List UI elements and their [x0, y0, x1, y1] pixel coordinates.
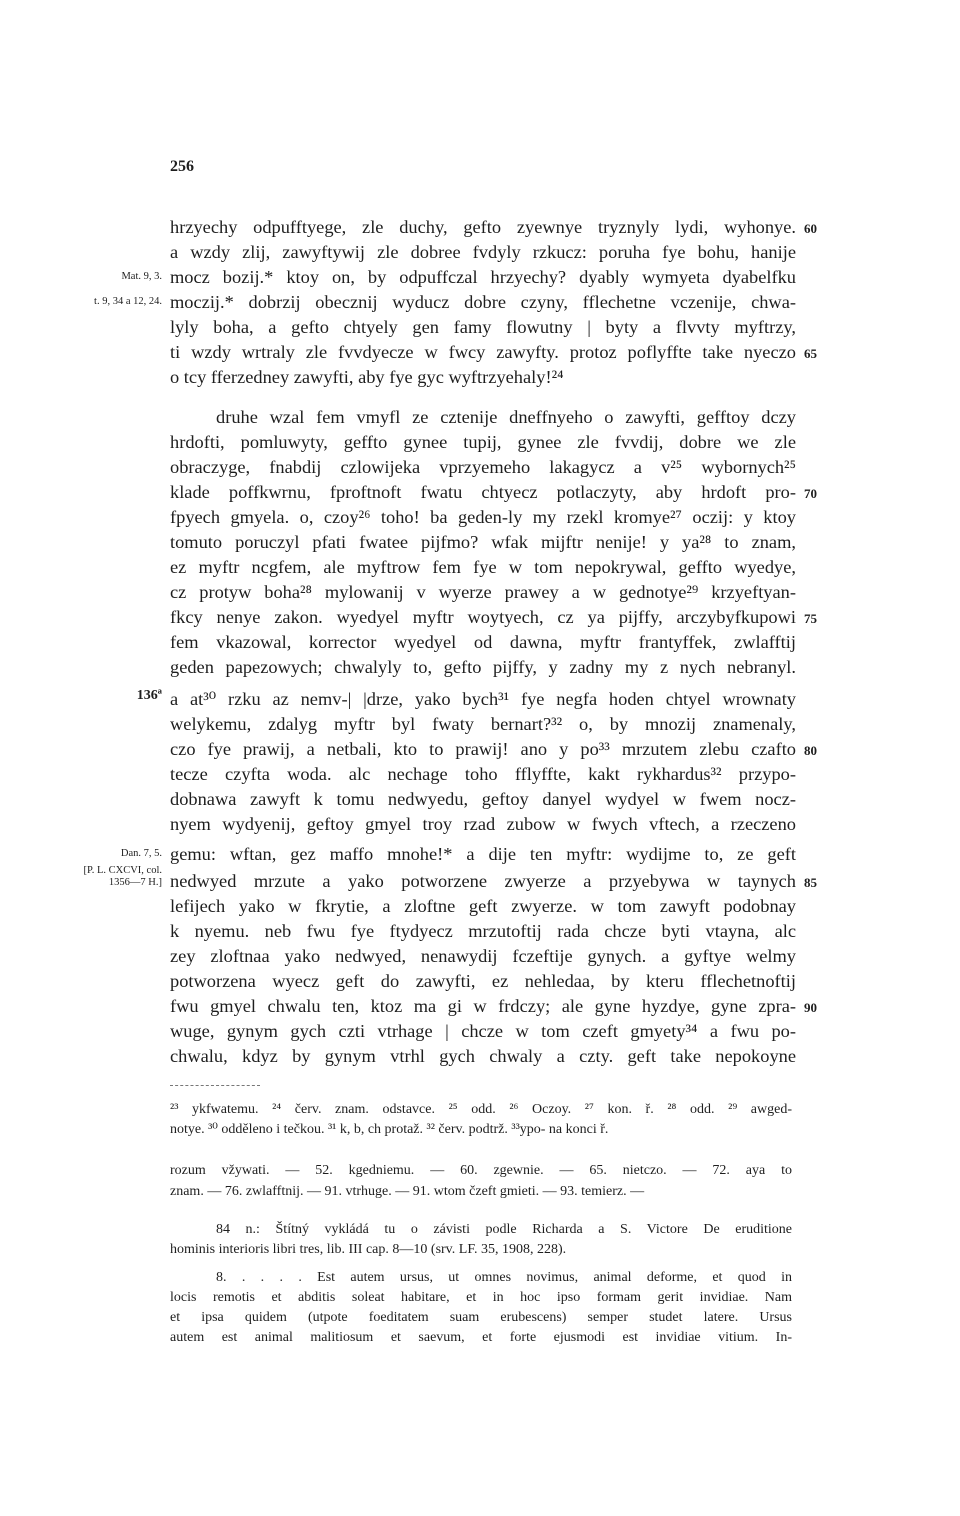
- text-line: a wzdy zlij, zawyftywij zle dobree fvdyly rzkucz: poruha fye bohu, hanije: [170, 242, 796, 262]
- margin-reference: t. 9, 34 a 12, 24.: [94, 296, 162, 307]
- line-number: 75: [804, 611, 817, 626]
- text-line: fem vkazowal, korrector wyedyel od dawna, myftr frantyffek, zwlafftij: [170, 632, 796, 652]
- commentary-line: locis remotis et abditis soleat habitare, et in hoc ipso formam gerit invidiae. Nam: [170, 1290, 792, 1305]
- text-line: mocz bozij.* ktoy on, by odpuffczal hrzyechy? dyably wymyeta dyabelfku: [170, 267, 796, 287]
- margin-reference: Dan. 7, 5.: [120, 848, 162, 859]
- footnote-separator: [170, 1085, 260, 1086]
- text-line: hrzyechy odpufftyege, zle duchy, gefto zyewnye tryznyly lydi, wyhonye.: [170, 217, 796, 237]
- text-line: ez myftr ncgfem, ale myftrow fem fye w tom nepokrywal, geffto wyedye,: [170, 557, 796, 577]
- text-line: czo fye prawij, a netbali, kto to prawij! ano y po³³ mrzutem zlebu czafto: [170, 739, 796, 759]
- text-line: nedwyed mrzute a yako potworzene zwyerze a przyebywa w taynych: [170, 871, 796, 891]
- text-line: cz protyw boha²⁸ mylowanij v wyerze prawey a w gednotye²⁹ krzyeftyan-: [170, 582, 796, 602]
- text-line: obraczyge, fnabdij czlowijeka vprzyemeho lakagycz a v²⁵ wybornych²⁵: [170, 457, 796, 477]
- text-line: chwalu, kdyz by gynym vtrhl gych chwaly a czty. geft take nepokoyne: [170, 1046, 796, 1066]
- margin-reference: Mat. 9, 3.: [121, 271, 162, 282]
- commentary-line: 8. . . . . Est autem ursus, ut omnes novimus, animal deforme, et quod in: [216, 1270, 792, 1285]
- line-number: 65: [804, 346, 817, 361]
- text-line: hrdofti, pomluwyty, geffto gynee tupij, gynee zle fvvdij, dobre we zle: [170, 432, 796, 452]
- text-line: fkcy nenye zakon. wyedyel myftr woytyech, cz ya pijffy, arczybyfkupowi: [170, 607, 796, 627]
- text-line: tecze czyfta woda. alc nechage toho fflyffte, kakt rykhardus³² przypo-: [170, 764, 796, 784]
- line-number: 85: [804, 875, 817, 890]
- text-line: moczij.* dobrzij obecznij wyducz dobre czyny, fflechetne vczenije, chwa-: [170, 292, 796, 312]
- line-number: 90: [804, 1000, 817, 1015]
- line-number: 70: [804, 486, 817, 501]
- text-line: lefijech yako w fkrytie, a zloftne geft zwyerze. w tom zawyft podobnay: [170, 896, 796, 916]
- text-line: fpyech gmyela. o, czoy²⁶ toho! ba geden-ly my rzekl kromye²⁷ oczij: y ktoy: [170, 507, 796, 527]
- folio-marker: 136ª: [136, 688, 162, 703]
- text-line: k nyemu. neb fwu fye ftydyecz mrzutoftij rada chcze byti vtayna, alc: [170, 921, 796, 941]
- text-line: zey zloftnaa yako nedwyed, nenawydij fczeftije gynych. a gyftye welmy: [170, 946, 796, 966]
- text-line: a at³⁰ rzku az nemv-| |drze, yako bych³¹ fye negfa hoden chtyel wrownaty: [170, 689, 796, 709]
- footnote-line: notye. ³⁰ odděleno i tečkou. ³¹ k, b, ch protaž. ³² červ. podtrž. ³³ypo- na konci ř.: [170, 1122, 609, 1137]
- text-line: tomuto poruczyl pfati fwatee pijfmo? wfak mijftr nenije! y ya²⁸ to znam,: [170, 532, 796, 552]
- text-line: nyem wydyenij, geftoy gmyel troy rzad zubow w fwych vftech, a rzeczeno: [170, 814, 796, 834]
- text-line: gemu: wftan, gez maffo mnohe!* a dije ten myftr: wydijme to, ze geft: [170, 844, 796, 864]
- text-line: ti wzdy wrtraly zle fvvdyecze w fwcy zawyfty. protoz poflyffte take nyeczo: [170, 342, 796, 362]
- page-number: 256: [170, 158, 194, 175]
- text-line: fwu gmyel chwalu ten, ktoz ma gi w frdczy; ale gyne hyzdye, gyne zpra-: [170, 996, 796, 1016]
- variant-line: znam. — 76. zwlafftnij. — 91. vtrhuge. — 91. wtom čzeft gmieti. — 93. temierz. —: [170, 1184, 645, 1199]
- text-line: geden papezowych; chwalyly to, gefto pijffy, y zadny my z nych nebranyl.: [170, 657, 796, 677]
- text-line: o tcy fferzedney zawyfti, aby fye gyc wyftrzyehaly!²⁴: [170, 367, 564, 387]
- commentary-line: et ipsa quidem (utpote foeditatem suam erubescens) semper studet latere. Ursus: [170, 1310, 792, 1325]
- variant-line: rozum vžywati. — 52. kgedniemu. — 60. zgewnie. — 65. nietczo. — 72. aya to: [170, 1163, 792, 1178]
- text-line: dobnawa zawyft k tomu nedwyedu, geftoy danyel wydyel w fwem nocz-: [170, 789, 796, 809]
- text-line: klade poffkwrnu, fproftnoft fwatu chtyecz potlaczyty, aby hrdoft pro-: [170, 482, 796, 502]
- text-line: welykemu, zdalyg myftr byl fwaty bernart?³² o, by mnozij znamenaly,: [170, 714, 796, 734]
- commentary-line: autem est animal malitiosum et saevum, et forte ejusmodi est invidiae vitium. In-: [170, 1330, 792, 1345]
- line-number: 60: [804, 221, 817, 236]
- text-line: lyly boha, a gefto chtyely gen famy flowutny | byty a flvvty myftrzy,: [170, 317, 796, 337]
- text-line: wuge, gynym gych czti vtrhage | chcze w tom czeft gmyety³⁴ a fwu po-: [170, 1021, 796, 1041]
- margin-reference: 1356—7 H.]: [108, 877, 162, 888]
- commentary-line: 84 n.: Štítný vykládá tu o závisti podle Richarda a S. Victore De eruditione: [216, 1222, 792, 1237]
- margin-reference: [P. L. CXCVI, col.: [83, 865, 162, 876]
- text-line: potworzena wyecz geft do zawyfti, ez nehledaa, by kteru fflechetnoftij: [170, 971, 796, 991]
- text-line: druhe wzal fem vmyfl ze cztenije dneffnyeho o zawyfti, gefftoy dczy: [216, 407, 796, 427]
- commentary-line: hominis interioris libri tres, lib. III cap. 8—10 (srv. LF. 35, 1908, 228).: [170, 1242, 567, 1257]
- line-number: 80: [804, 743, 817, 758]
- footnote-line: ²³ ykfwatemu. ²⁴ červ. znam. odstavce. ²⁵ odd. ²⁶ Oczoy. ²⁷ kon. ř. ²⁸ odd. ²⁹ awged-: [170, 1102, 792, 1117]
